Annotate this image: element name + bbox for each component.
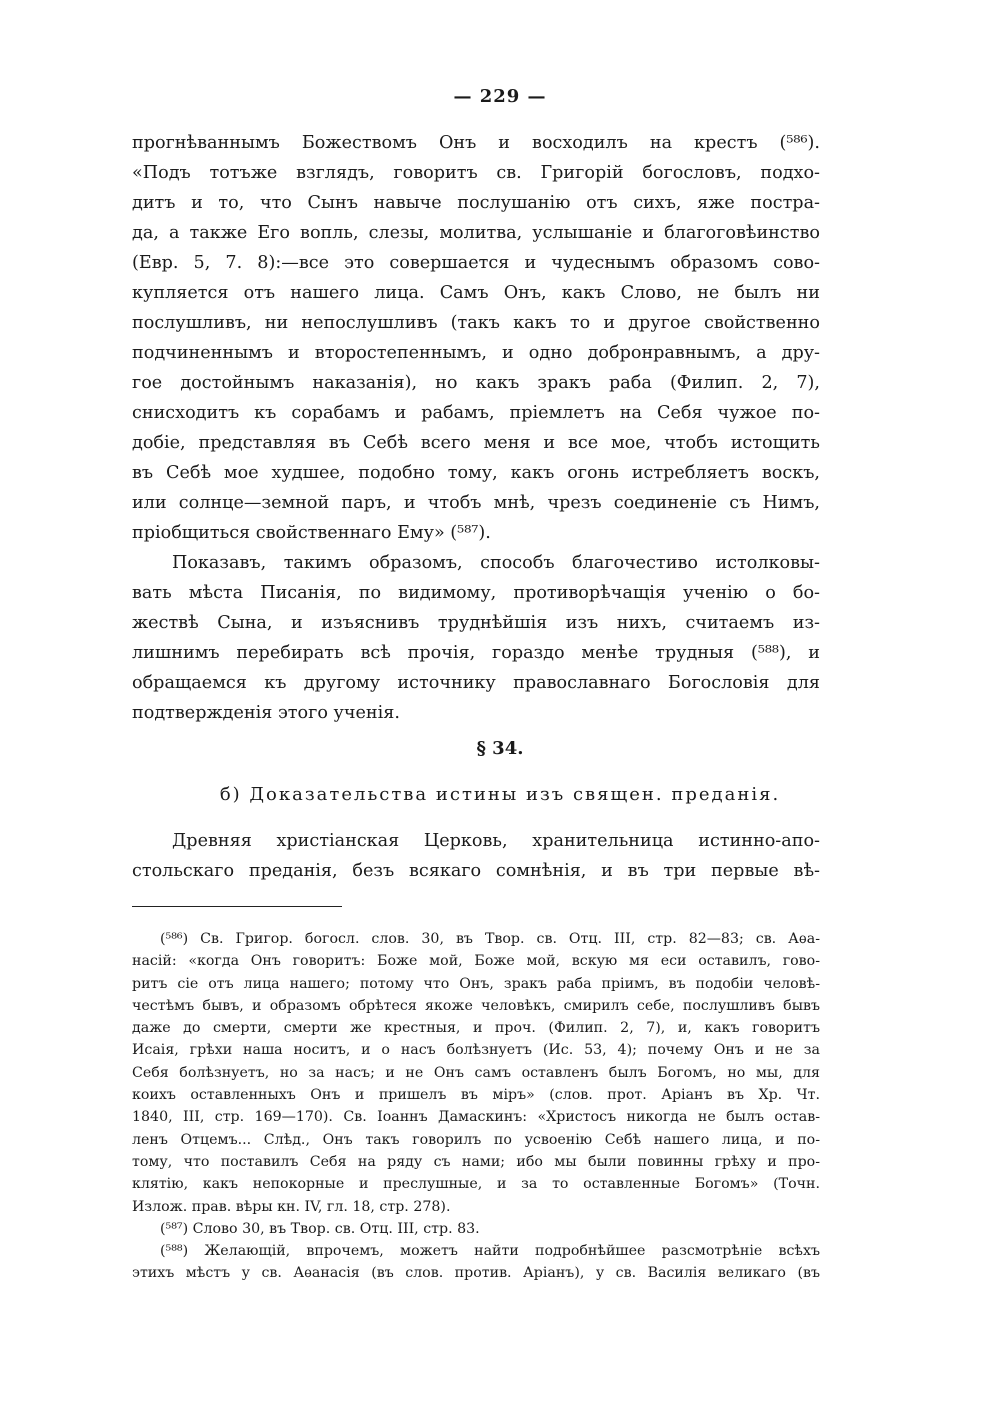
text-line: подтвержденія этого ученія.: [132, 703, 400, 723]
section-title: б) Доказательства истины изъ священ. преданія.: [219, 784, 781, 805]
paragraph-1: [132, 128, 820, 548]
footnote-line: честѣмъ бывъ, и образомъ обрѣтеся якоже человѣкъ, смирилъ себе, послушливъ бывъ: [132, 997, 820, 1014]
footnote-line: (⁵⁸⁸) Желающій, впрочемъ, можетъ найти подробнѣйшее разсмотрѣніе всѣхъ: [160, 1243, 820, 1260]
footnote-586: [132, 928, 820, 1218]
footnote-line: (⁵⁸⁷) Слово 30, въ Твор. св. Отц. III, стр. 83.: [160, 1220, 480, 1237]
footnote-line: Себя болѣзнуетъ, но за насъ; и не Онъ самъ оставленъ былъ Богомъ, но мы, для: [132, 1064, 820, 1081]
text-line: «Подъ тотъже взглядъ, говоритъ св. Григорій богословъ, подхо-: [132, 163, 820, 183]
text-line: гое достойнымъ наказанія), но какъ зракъ раба (Филип. 2, 7),: [132, 373, 820, 393]
text-line: Древняя христіанская Церковь, хранительница истинно-апо-: [172, 831, 820, 851]
footnote-line: даже до смерти, смерти же крестныя, и проч. (Филип. 2, 7), и, какъ говоритъ: [132, 1020, 820, 1037]
text-line: купляется отъ нашего лица. Самъ Онъ, какъ Слово, не былъ ни: [132, 283, 820, 303]
footnote-588: [132, 1240, 820, 1285]
text-line: (Евр. 5, 7. 8):—все это совершается и чудеснымъ образомъ сово-: [132, 253, 820, 273]
page-number: — 229 —: [453, 86, 547, 107]
text-line: да, а также Его вопль, слезы, молитва, услышаніе и благоговѣинство: [132, 223, 820, 243]
paragraph-2: [132, 548, 820, 728]
text-line: подчиненнымъ и второстепеннымъ, и одно добронравнымъ, а дру-: [132, 343, 820, 363]
text-line: стольскаго преданія, безъ всякаго сомнѣнія, и въ три первые вѣ-: [132, 861, 820, 881]
text-line: Показавъ, такимъ образомъ, способъ благочестиво истолковы-: [172, 553, 820, 573]
text-line: послушливъ, ни непослушливъ (такъ какъ то и другое свойственно: [132, 313, 820, 333]
footnote-line: этихъ мѣстъ у св. Аѳанасія (въ слов. против. Аріанъ), у св. Василія великаго (въ: [132, 1265, 820, 1282]
footnote-line: 1840, III, стр. 169—170). Св. Іоаннъ Дамаскинъ: «Христосъ никогда не былъ остав-: [132, 1109, 820, 1126]
text-line: прогнѣваннымъ Божествомъ Онъ и восходилъ на крестъ (⁵⁸⁶).: [132, 133, 820, 153]
text-line: лишнимъ перебирать всѣ прочія, гораздо менѣе трудныя (⁵⁸⁸), и: [132, 643, 820, 663]
footnote-divider: [132, 906, 342, 907]
footnote-line: ленъ Отцемъ... Слѣд., Онъ такъ говорилъ по усвоенію Себѣ нашего лица, и по-: [132, 1131, 820, 1148]
text-line: вать мѣста Писанія, по видимому, противорѣчащія ученію о бо-: [132, 583, 820, 603]
text-line: въ Себѣ мое худшее, подобно тому, какъ огонь истребляетъ воскъ,: [132, 463, 820, 483]
text-line: жествѣ Сына, и изъяснивъ труднѣйшія изъ нихъ, считаемъ из-: [132, 613, 820, 633]
text-line: снисходитъ къ сорабамъ и рабамъ, пріемлетъ на Себя чужое по-: [132, 403, 820, 423]
main-text-continued: [132, 826, 820, 886]
footnote-line: Излож. прав. вѣры кн. IV, гл. 18, стр. 278).: [132, 1198, 451, 1215]
footnote-line: Исаія, грѣхи наша носитъ, и о насъ болѣзнуетъ (Ис. 53, 4); почему Онъ и не за: [132, 1042, 820, 1059]
footnote-line: (⁵⁸⁶) Св. Григор. богосл. слов. 30, въ Твор. св. Отц. III, стр. 82—83; св. Аѳа-: [160, 931, 820, 947]
footnote-line: коихъ оставленныхъ Онъ и пришелъ въ міръ» (слов. прот. Аріанъ въ Хр. Чт.: [132, 1087, 820, 1104]
footnotes: [132, 928, 820, 1285]
text-line: пріобщиться свойственнаго Ему» (⁵⁸⁷).: [132, 523, 491, 543]
footnote-line: тому, что поставилъ Себя на ряду съ нами; ибо мы были повинны грѣху и про-: [132, 1153, 820, 1170]
main-text: [132, 128, 820, 728]
footnote-587: [132, 1218, 820, 1240]
section-number: § 34.: [476, 738, 524, 759]
text-line: дитъ и то, что Сынъ навыче послушанію отъ сихъ, яже пострa-: [132, 193, 820, 213]
text-line: или солнце—земной паръ, и чтобъ мнѣ, чрезъ соединеніе съ Нимъ,: [132, 493, 820, 513]
footnote-line: ритъ сіе отъ лица нашего; потому что Онъ, зракъ раба пріимъ, въ подобіи человѣ-: [132, 975, 820, 992]
footnote-line: насій: «когда Онъ говоритъ: Боже мой, Боже мой, вскую мя еси оставилъ, гово-: [132, 953, 820, 970]
text-line: добіе, представляя въ Себѣ всего меня и все мое, чтобъ истощить: [132, 433, 820, 453]
footnote-line: клятію, какъ непокорные и преслушные, и за то оставленные Богомъ» (Точн.: [132, 1176, 820, 1193]
text-line: обращаемся къ другому источнику православнаго Богословія для: [132, 673, 820, 693]
